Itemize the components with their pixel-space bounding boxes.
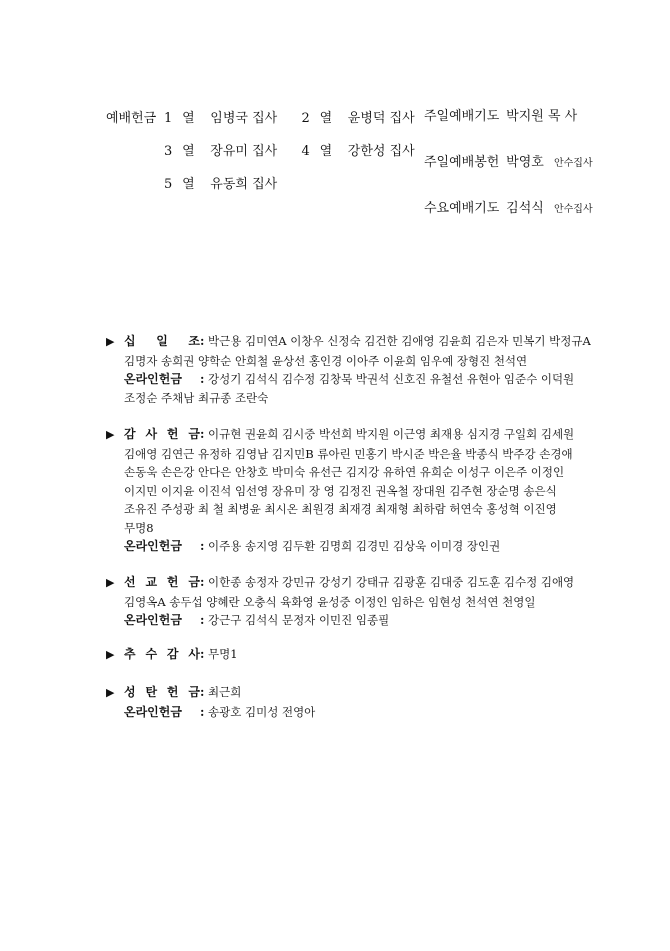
mission-section: ▶ 선 교 헌 금: 이한종 송정자 강민규 강성기 강태규 김광훈 김대중 김도훈 김수정 김애영 김영옥A 송두섭 양혜란 오충식 육화영 윤성중 이정인 임하은 임현성 천석연 천영일 온라인헌금 : 강근구 김석식 문정자 이민진 임종필 — [106, 573, 576, 630]
name-list: 무명1 — [208, 647, 238, 661]
usher-num: 1 — [164, 111, 173, 126]
usher-num: 5 — [164, 177, 173, 192]
usher-col: 열 — [319, 144, 333, 159]
arrow-icon: ▶ — [106, 576, 115, 589]
online-label: 온라인헌금 — [124, 372, 182, 386]
harvest-section: ▶ 추 수 감 사: 무명1 — [106, 645, 576, 665]
prayer-offering — [424, 151, 593, 170]
name-list: 조정순 주채남 최규종 조란숙 — [124, 390, 269, 405]
section-label: 십 일 조 — [124, 334, 200, 348]
name-list: 강근구 김석식 문정자 이민진 임종필 — [208, 613, 390, 627]
usher-row-2 — [164, 140, 415, 159]
name-list: 최근희 — [208, 685, 242, 699]
section-label: 감 사 헌 금 — [124, 427, 200, 441]
arrow-icon: ▶ — [106, 648, 115, 661]
name-list: 손동욱 손은강 안다은 안창호 박미숙 유선근 김지강 유하연 유희순 이성구 이은주 이정인 — [124, 465, 565, 479]
section-label: 추 수 감 사 — [124, 647, 200, 661]
arrow-icon: ▶ — [106, 335, 115, 348]
usher-col: 열 — [182, 177, 195, 192]
usher-num: 4 — [301, 144, 310, 159]
name-list: 박근용 김미연A 이창우 신정숙 김건한 김애영 김윤희 김은자 민복기 박정규A — [208, 334, 591, 348]
name-list: 김영옥A 송두섭 양혜란 오충식 육화영 윤성중 이정인 임하은 임현성 천석연 천영일 — [124, 594, 536, 609]
prayer-wednesday — [424, 197, 593, 216]
prayer-title: 주일예배봉헌 — [424, 155, 500, 170]
name-list: 이주용 송지영 김두환 김명희 김경민 김상욱 이미경 장인권 — [208, 539, 501, 553]
arrow-icon: ▶ — [106, 686, 115, 699]
arrow-icon: ▶ — [106, 428, 115, 441]
usher-row-1 — [164, 107, 415, 126]
usher-col: 열 — [182, 144, 195, 159]
thanks-section: ▶ 감 사 헌 금: 이규현 권윤희 김시중 박선희 박지원 이근영 최재용 심지경 구일회 김세원 김애영 김연근 유정하 김영남 김지민B 류아린 민홍기 박시준 박은율 박종식 박주강 손경애 손동욱 손은강 안다은 안창호 박미숙 유선근 김지강 유하연 유희순 이성구 이은주 이정인 이지민 이지윤 이진석 임선영 장유미 장 영 김정진 권옥철 장대원 김주현 장순명 송은식 조유진 주성광 최 철 최병윤 최시온 최원경 최재경 최재형 최하람 허연숙 홍성혁 이진영 무명8 온라인헌금 : 이주용 송지영 김두환 김명희 김경민 김상욱 이미경 장인권 — [106, 425, 576, 556]
usher-name: 장유미 집사 — [210, 144, 278, 159]
online-label: 온라인헌금 — [124, 613, 182, 627]
name-list: 무명8 — [124, 520, 154, 535]
usher-name: 임병국 집사 — [210, 111, 278, 126]
name-list: 조유진 주성광 최 철 최병윤 최시온 최원경 최재경 최재형 최하람 허연숙 홍성혁 이진영 — [124, 502, 557, 516]
prayer-name: 박지원 목 사 — [506, 109, 578, 124]
prayer-rank: 안수집사 — [553, 204, 593, 215]
name-list: 이규현 권윤희 김시중 박선희 박지원 이근영 최재용 심지경 구일회 김세원 — [208, 427, 575, 441]
name-list: 송광호 김미성 전영아 — [208, 704, 316, 719]
usher-name: 유동희 집사 — [210, 177, 278, 192]
prayer-name: 박영호 — [506, 155, 544, 170]
section-label: 선 교 헌 금 — [124, 575, 200, 589]
usher-col: 열 — [182, 111, 195, 126]
online-label: 온라인헌금 — [124, 539, 182, 553]
usher-name: 강한성 집사 — [347, 144, 415, 159]
name-list: 김명자 송희권 양학순 안희철 윤상선 홍인경 이아주 이윤희 임우예 장형진 천석연 — [124, 353, 528, 368]
prayer-title: 수요예배기도 — [424, 201, 500, 216]
section-label: 성 탄 헌 금 — [124, 685, 200, 699]
usher-num: 2 — [301, 111, 310, 126]
usher-col: 열 — [319, 111, 333, 126]
usher-num: 3 — [164, 144, 173, 159]
prayer-rank: 안수집사 — [553, 158, 593, 169]
prayer-name: 김석식 — [506, 201, 544, 216]
name-list: 강성기 김석식 김수정 김창묵 박권석 신호진 유철선 유현아 임준수 이덕원 — [208, 372, 575, 386]
christmas-section: ▶ 성 탄 헌 금: 최근희 온라인헌금 : 송광호 김미성 전영아 — [106, 683, 576, 721]
usher-row-3 — [164, 173, 277, 192]
prayer-sunday — [424, 105, 577, 124]
tithe-section: ▶ 십 일 조: 박근용 김미연A 이창우 신정숙 김건한 김애영 김윤희 김은자 민복기 박정규A 김명자 송희권 양학순 안희철 윤상선 홍인경 이아주 이윤희 임우예 장형진 천석연 온라인헌금 : 강성기 김석식 김수정 김창묵 박권석 신호진 유철선 유현아 임준수 이덕원 조정순 주채남 최규종 조란숙 — [106, 332, 576, 407]
name-list: 김애영 김연근 유정하 김영남 김지민B 류아린 민홍기 박시준 박은율 박종식 박주강 손경애 — [124, 446, 573, 461]
usher-title: 예배헌금 — [106, 111, 157, 126]
online-label: 온라인헌금 — [124, 704, 182, 719]
usher-name: 윤병덕 집사 — [347, 111, 415, 126]
name-list: 이한종 송정자 강민규 강성기 강태규 김광훈 김대중 김도훈 김수정 김애영 — [208, 575, 575, 589]
name-list: 이지민 이지윤 이진석 임선영 장유미 장 영 김정진 권옥철 장대원 김주현 장순명 송은식 — [124, 483, 557, 498]
prayer-title: 주일예배기도 — [424, 109, 500, 124]
